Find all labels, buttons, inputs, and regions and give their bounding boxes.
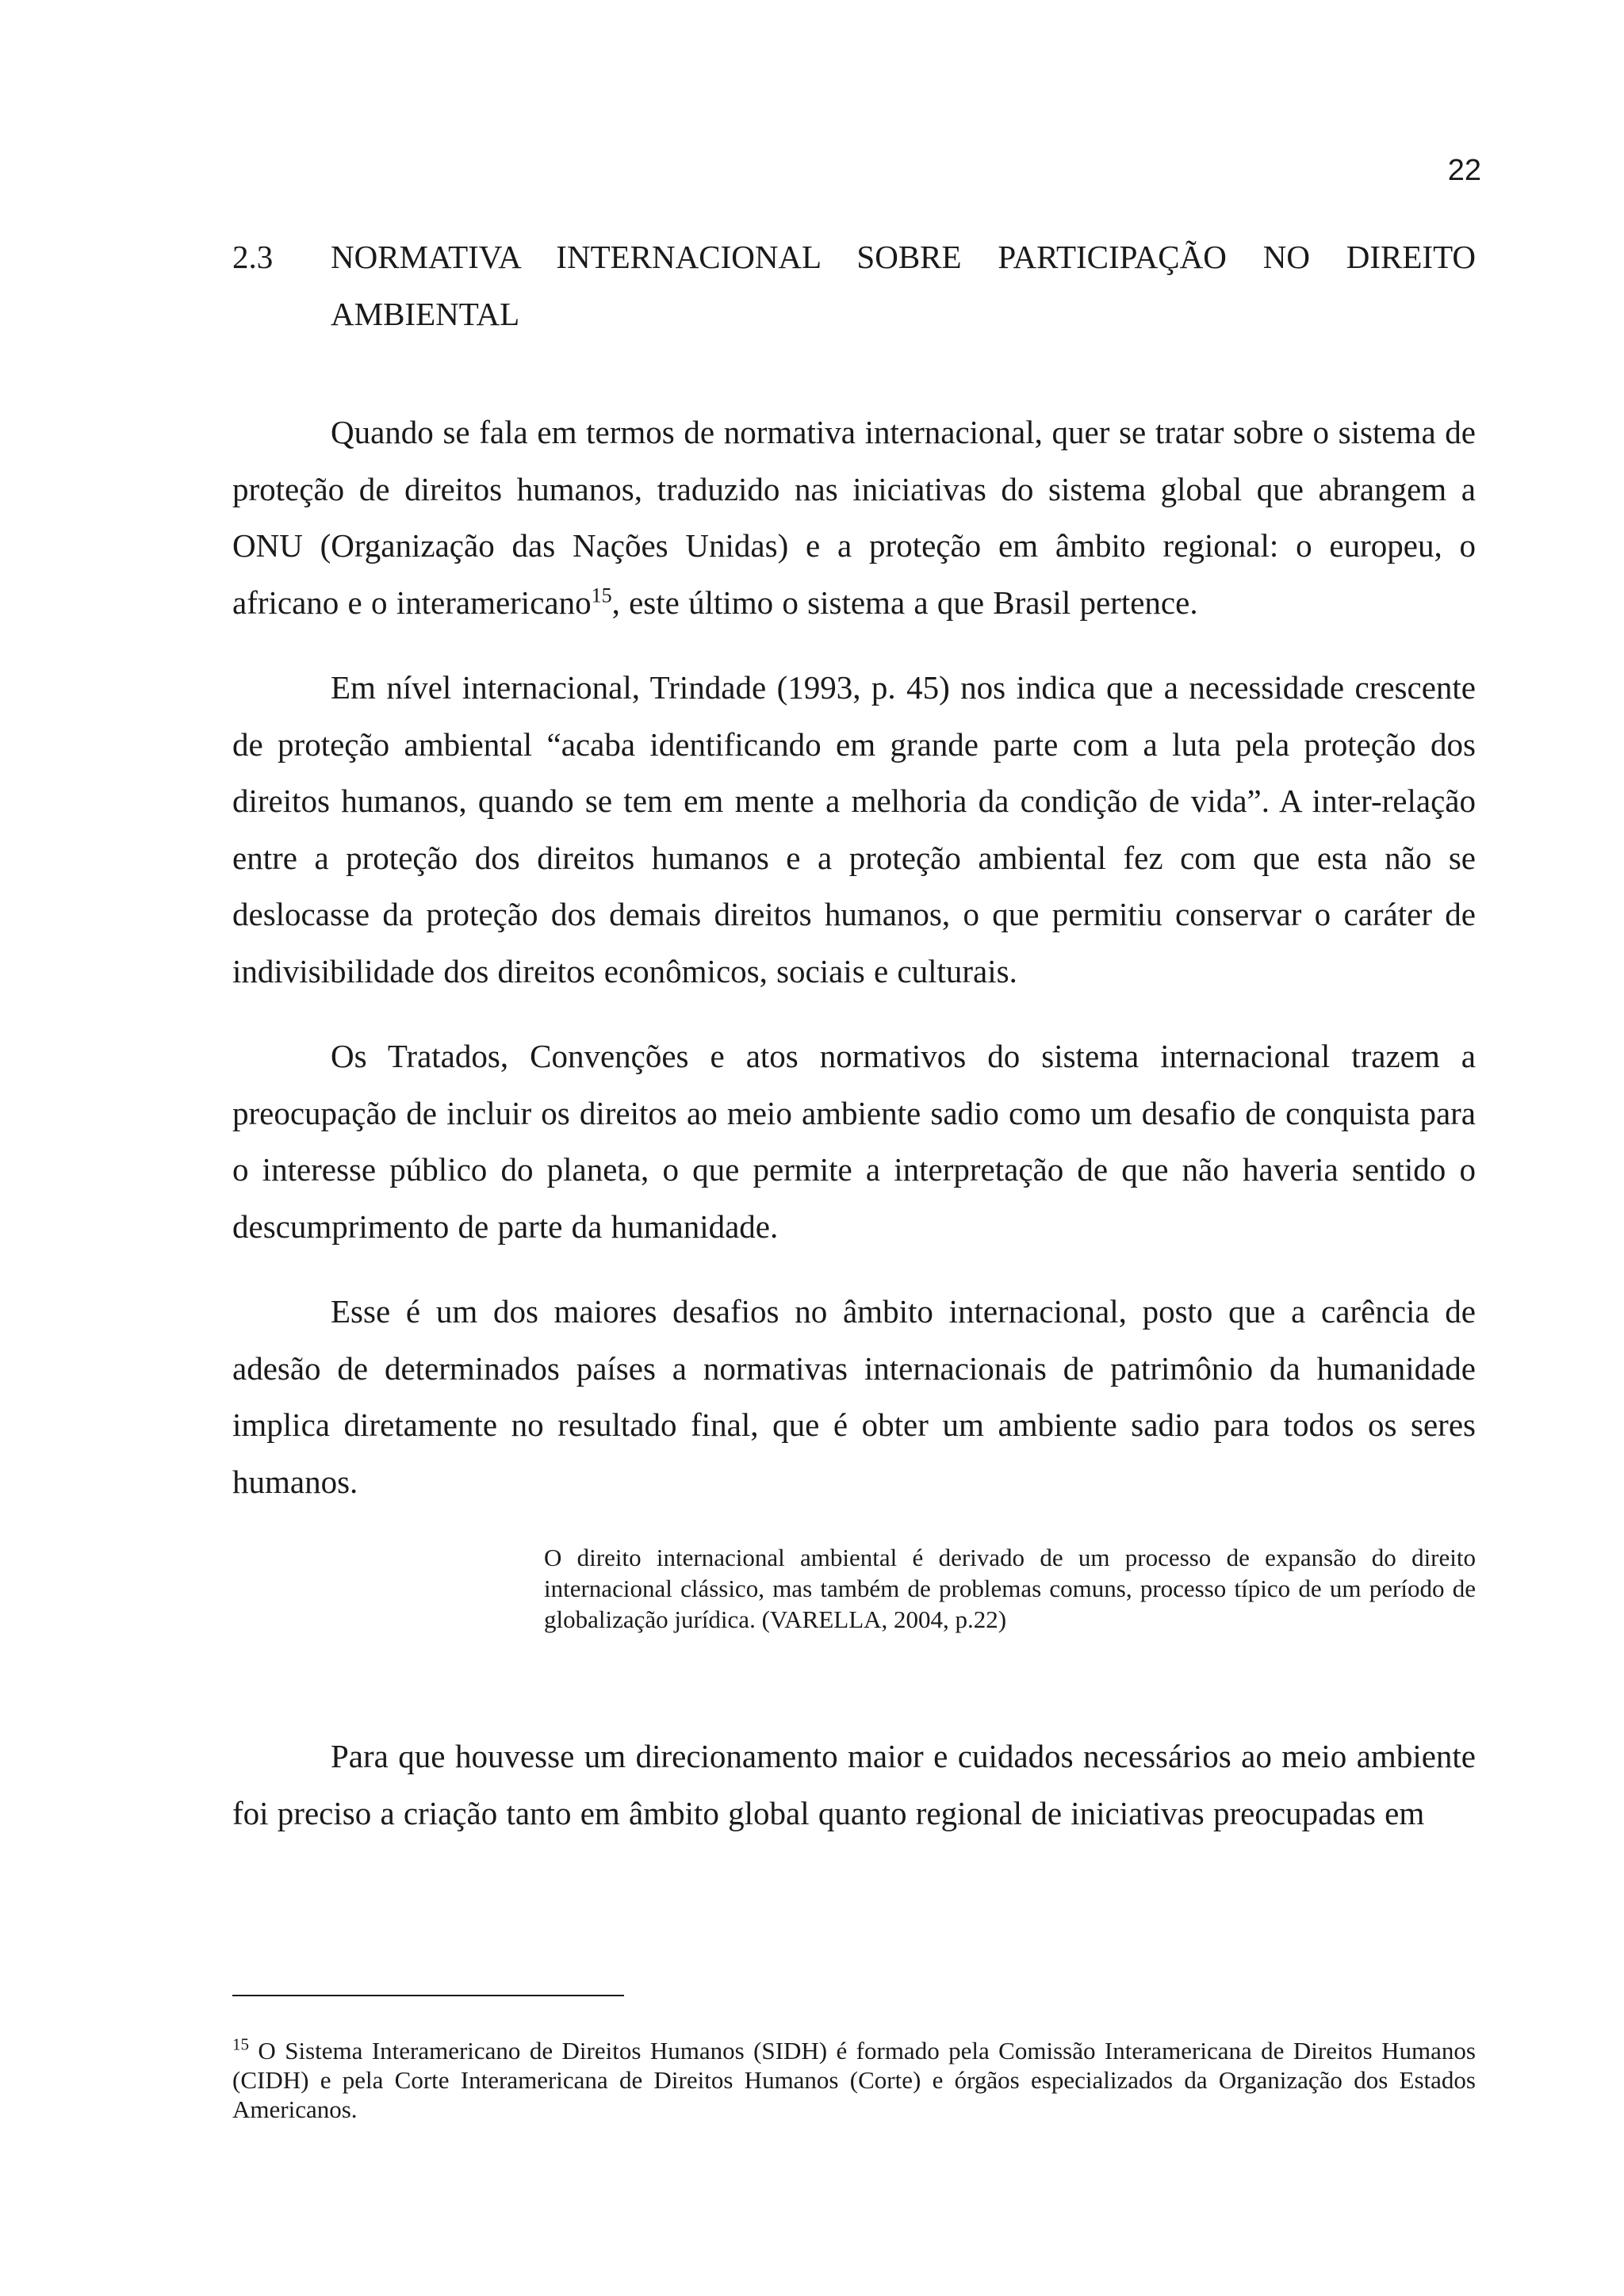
- paragraph-1-continuation: , este último o sistema a que Brasil pertence.: [611, 584, 1198, 621]
- section-heading: [232, 228, 1476, 342]
- paragraph-2: Em nível internacional, Trindade (1993, p. 45) nos indica que a necessidade crescente de proteção ambiental “acaba identificando em grande parte com a luta pela proteção dos direitos humanos, quando se tem em mente a melhoria da condição de vida”. A inter-relação entre a proteção dos direitos humanos e a proteção ambiental fez com que esta não se deslocasse da proteção dos demais direitos humanos, o que permitiu conservar o caráter de indivisibilidade dos direitos econômicos, sociais e culturais.: [232, 669, 1476, 989]
- body-text: [232, 404, 1476, 1870]
- paragraph-3: Os Tratados, Convenções e atos normativos do sistema internacional trazem a preocupação de incluir os direitos ao meio ambiente sadio como um desafio de conquista para o interesse público do planeta, o que permite a interpretação de que não haveria sentido o descumprimento de parte da humanidade.: [232, 1038, 1476, 1245]
- block-quote: O direito internacional ambiental é derivado de um processo de expansão do direito internacional clássico, mas também de problemas comuns, processo típico de um período de globalização jurídica. (VARELLA, 2004, p.22): [544, 1544, 1476, 1633]
- paragraph-4: Esse é um dos maiores desafios no âmbito internacional, posto que a carência de adesão de determinados países a normativas internacionais de patrimônio da humanidade implica diretamente no resultado final, que é obter um ambiente sadio para todos os seres humanos.: [232, 1293, 1476, 1500]
- section-number: 2.3: [232, 239, 274, 275]
- footnote: [232, 2036, 1476, 2124]
- footnote-separator: [232, 1995, 624, 1996]
- footnote-reference: 15: [591, 583, 612, 607]
- paragraph-1: [232, 404, 1476, 631]
- footnote-marker: 15: [232, 2034, 249, 2054]
- section-title: NORMATIVA INTERNACIONAL SOBRE PARTICIPAÇÃO NO DIREITO AMBIENTAL: [331, 239, 1476, 332]
- page-number: 22: [1447, 154, 1481, 187]
- paragraph-1-text: Quando se fala em termos de normativa internacional, quer se tratar sobre o sistema de proteção de direitos humanos, traduzido nas iniciativas do sistema global que abrangem a ONU (Organização das Nações Unidas) e a proteção em âmbito regional: o europeu, o africano e o interamericano: [232, 414, 1476, 621]
- paragraph-5: Para que houvesse um direcionamento maior e cuidados necessários ao meio ambiente foi preciso a criação tanto em âmbito global quanto regional de iniciativas preocupadas em: [232, 1738, 1476, 1831]
- footnote-text: O Sistema Interamericano de Direitos Humanos (SIDH) é formado pela Comissão Interamericana de Direitos Humanos (CIDH) e pela Corte Interamericana de Direitos Humanos (Corte) e órgãos especializados da Organização dos Estados Americanos.: [232, 2037, 1476, 2123]
